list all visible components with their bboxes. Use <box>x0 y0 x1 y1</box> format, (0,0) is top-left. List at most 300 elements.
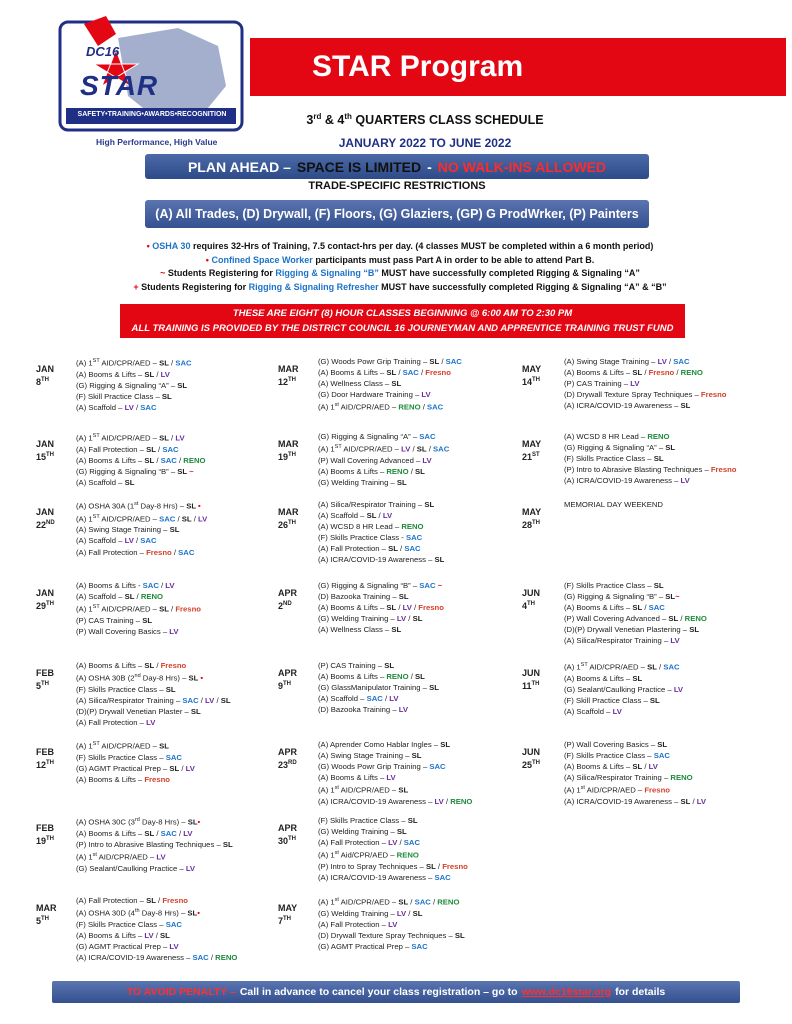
class-item <box>76 919 237 930</box>
class-text: (A) Booms & Lifts – <box>564 368 633 378</box>
note-text: requires 32-Hrs of Training, 7.5 contact-hrs per day. (4 classes MUST be completed within a 6 month period) <box>190 241 654 251</box>
location-sl: SL <box>144 828 155 838</box>
class-list <box>564 431 737 486</box>
class-text: / <box>674 368 681 378</box>
location-fresno: Fresno <box>648 368 675 378</box>
location-sac: SAC <box>175 358 192 368</box>
location-sl: SL <box>632 368 643 378</box>
class-text: / <box>176 828 184 838</box>
class-text: (P) Wall Covering Basics – <box>564 740 658 749</box>
class-text: (A) Booms & Lifts – <box>564 673 633 683</box>
class-item <box>76 763 195 774</box>
schedule-day-suffix: TH <box>532 520 541 526</box>
location-lv: LV <box>422 455 432 465</box>
location-lv: LV <box>612 706 622 716</box>
class-item <box>318 704 439 715</box>
location-sl: SL <box>429 357 440 366</box>
class-text: (A) Fall Protection – <box>76 444 147 454</box>
class-text: (A) Scaffold – <box>318 694 367 704</box>
location-sl: SL <box>169 763 180 773</box>
location-fresno: Fresno <box>700 390 727 400</box>
location-sl: SL <box>415 466 425 476</box>
class-text: AID/CPR/AED – <box>587 662 648 672</box>
location-lv: LV <box>696 797 707 807</box>
location-sl: SL <box>366 511 377 521</box>
class-item <box>318 367 462 378</box>
class-text: (A) ICRA/COVID-19 Awareness – <box>564 401 681 411</box>
class-text: AID/CPR/AED – <box>338 402 399 412</box>
location-lv: LV <box>396 908 407 918</box>
location-sl: SL <box>144 369 155 379</box>
ordinal-suffix: st <box>334 785 339 792</box>
class-text: (A) OSHA 30C (3 <box>76 817 135 827</box>
class-text: (A) Booms & Lifts – <box>76 369 145 379</box>
class-text: (G) Welding Training – <box>318 908 397 918</box>
location-sl: SL <box>396 827 407 837</box>
class-item <box>76 717 231 728</box>
location-reno: RENO <box>684 614 707 624</box>
class-text: AID/CPR/AED – <box>338 897 399 907</box>
class-text: (P) Wall Covering Advanced – <box>564 614 669 624</box>
schedule-day-number: 19TH <box>36 836 55 846</box>
class-item <box>318 919 465 930</box>
class-text: (A) Booms & Lifts – <box>318 603 387 613</box>
location-lv: LV <box>160 369 170 379</box>
schedule-day-suffix: TH <box>46 601 55 607</box>
class-item <box>318 466 449 477</box>
location-lv: LV <box>144 930 154 940</box>
location-reno: RENO <box>450 797 473 807</box>
location-reno: RENO <box>398 402 421 412</box>
location-sl: SL <box>407 816 418 825</box>
location-lv: LV <box>124 402 134 412</box>
location-reno: RENO <box>386 672 409 682</box>
location-reno: RENO <box>215 953 238 963</box>
location-lv: LV <box>388 838 398 848</box>
class-text: (A) ICRA/COVID-19 Awareness – <box>564 797 681 807</box>
ordinal-suffix: ST <box>92 741 100 747</box>
class-text: (A) Booms & Lifts – <box>76 930 145 940</box>
ordinal-suffix: st <box>580 785 585 792</box>
location-sac: SAC <box>160 455 177 465</box>
class-text: (A) Swing Stage Training – <box>318 751 412 761</box>
location-sac: SAC <box>162 444 179 454</box>
class-item <box>564 739 706 750</box>
schedule-month: FEB <box>36 668 54 678</box>
note-prefix: Students Registering for <box>138 281 249 292</box>
class-item <box>76 580 201 591</box>
class-text: / <box>420 402 427 412</box>
location-fresno: Fresno <box>160 661 187 670</box>
schedule-date <box>36 439 54 463</box>
schedule-day-suffix: TH <box>46 836 55 842</box>
location-sl: SL <box>181 514 192 524</box>
class-text: (A) Fall Protection – <box>318 838 389 848</box>
schedule-month: FEB <box>36 823 54 833</box>
location-sl: SL <box>177 466 187 476</box>
ordinal-suffix: ST <box>334 444 342 451</box>
schedule-day-suffix: TH <box>46 452 55 458</box>
class-text: (A) OSHA 30D (4 <box>76 908 135 918</box>
class-text: (P) CAS Training – <box>318 661 385 670</box>
class-text: (D) Bazooka Training – <box>318 705 399 715</box>
location-sac: SAC <box>140 536 157 546</box>
location-reno: RENO <box>401 522 424 532</box>
footer-warning: TO AVOID PENALTY – <box>126 986 236 998</box>
schedule-month: MAR <box>278 439 299 449</box>
class-item <box>564 706 683 717</box>
location-sac: SAC <box>411 941 428 951</box>
location-sl: SL <box>398 897 409 907</box>
schedule-date <box>522 439 541 463</box>
location-sac: SAC <box>404 544 421 554</box>
schedule-day-number: 26TH <box>278 520 297 530</box>
location-sac: SAC <box>434 873 451 883</box>
location-sac: SAC <box>192 953 209 963</box>
class-text: (A) ICRA/COVID-19 Awareness – <box>76 953 193 963</box>
class-text: / <box>642 368 649 378</box>
location-sl: SL <box>647 662 657 672</box>
class-text: (A) ICRA/COVID-19 Awareness – <box>318 797 435 807</box>
class-item <box>318 941 465 952</box>
location-fresno: Fresno <box>144 774 170 784</box>
location-lv: LV <box>198 514 208 524</box>
class-text: / <box>642 762 649 772</box>
schedule-month: JUN <box>522 668 541 678</box>
location-sac: SAC <box>426 402 444 412</box>
class-item <box>318 796 472 807</box>
class-item <box>76 524 207 535</box>
class-text: / <box>418 368 426 378</box>
ordinal-suffix: ST <box>92 358 100 364</box>
class-text: (D) Drywall Texture Spray Techniques – <box>564 390 701 400</box>
class-text: / <box>443 797 451 807</box>
note-text: participants must pass Part A in order to be able to attend Part B. <box>312 254 595 265</box>
location-lv: LV <box>169 626 179 636</box>
location-lv: LV <box>175 433 185 443</box>
location-sac: SAC <box>673 357 690 366</box>
location-sl: SL <box>146 444 156 454</box>
class-text: / <box>690 797 697 807</box>
location-lv: LV <box>146 718 156 728</box>
class-text: (A) 1 <box>318 402 335 412</box>
location-fresno: Fresno <box>146 547 172 557</box>
location-sac: SAC <box>142 581 159 590</box>
location-lv: LV <box>156 852 166 862</box>
location-red: • <box>197 817 201 827</box>
class-item <box>318 671 439 682</box>
class-item <box>76 952 237 963</box>
class-text: AID/CPR/AED – <box>99 514 160 524</box>
class-text: (A) 1 <box>76 433 93 443</box>
location-sl: SL <box>411 751 422 761</box>
schedule-day-suffix: RD <box>288 760 297 766</box>
note-highlight: OSHA 30 <box>152 241 191 251</box>
location-sl: SL <box>454 930 465 940</box>
class-text: / <box>208 953 216 963</box>
class-text: (A) Aprender Como Hablar Ingles – <box>318 740 441 749</box>
class-text: / <box>154 455 161 465</box>
class-text: (A) Swing Stage Training – <box>76 525 170 535</box>
class-text: (F) Skills Practice Class – <box>76 684 166 694</box>
class-item <box>76 466 205 477</box>
class-item <box>318 389 462 400</box>
class-item <box>318 510 444 521</box>
class-item <box>76 941 237 952</box>
schedule-month: MAR <box>278 507 299 517</box>
class-text: / <box>133 402 141 412</box>
note-prefix: Students Registering for <box>165 268 276 278</box>
location-sl: SL <box>144 455 155 465</box>
class-item <box>318 761 472 772</box>
location-reno: RENO <box>183 455 206 465</box>
class-text: (A) ICRA/COVID-19 Awareness – <box>318 873 435 883</box>
location-lv: LV <box>388 919 398 929</box>
class-list <box>76 895 237 963</box>
class-text: (G) Welding Training – <box>318 477 397 487</box>
location-sl: SL <box>186 501 196 511</box>
schedule-month: JAN <box>36 364 55 374</box>
location-lv: LV <box>670 636 680 646</box>
ordinal-suffix: st <box>334 402 339 409</box>
class-text: AID/CPR/AED – <box>338 785 399 795</box>
class-text: (A) ICRA/COVID-19 Awareness – <box>564 476 681 486</box>
class-item <box>564 591 707 602</box>
location-reno: RENO <box>140 592 164 602</box>
red-notice-line2: ALL TRAINING IS PROVIDED BY THE DISTRICT COUNCIL 16 JOURNEYMAN AND APPRENTICE TRAINING TRUST FUND <box>131 323 674 334</box>
class-list <box>76 356 192 413</box>
class-text: (G) AGMT Practical Prep – <box>318 941 412 951</box>
location-red: • <box>195 501 201 511</box>
class-text: (F) Skills Practice Class – <box>318 816 408 825</box>
schedule-day-number: 9TH <box>278 681 292 691</box>
schedule-day-suffix: TH <box>288 452 297 458</box>
location-fresno: Fresno <box>418 603 444 613</box>
class-list <box>76 739 195 785</box>
class-item <box>76 391 192 402</box>
location-sl: SL <box>632 673 643 683</box>
class-item <box>564 378 727 389</box>
class-text: (A) WCSD 8 HR Lead – <box>564 432 648 441</box>
location-sl: SL <box>159 433 169 443</box>
class-text: (A) 1 <box>76 514 93 524</box>
class-text: / <box>168 358 176 368</box>
class-text: (P) Intro to Abrasive Blasting Techniques – <box>76 839 223 849</box>
class-text: AID/CPR/AED – <box>96 852 157 862</box>
schedule-day-number: 14TH <box>522 377 541 387</box>
class-text: / <box>678 614 685 624</box>
class-text: (A) 1 <box>76 741 93 751</box>
location-sac: SAC <box>160 828 177 838</box>
class-item <box>76 512 207 525</box>
class-item <box>76 895 237 906</box>
plan-ahead-bar <box>145 154 649 179</box>
schedule-month: JUN <box>522 588 541 598</box>
location-sl: SL <box>416 444 427 454</box>
schedule-day-suffix: ND <box>283 601 292 607</box>
class-item <box>564 464 737 475</box>
location-lv: LV <box>389 694 399 704</box>
schedule-date <box>278 903 297 927</box>
class-text: (A) OSHA 30B (2 <box>76 673 135 683</box>
schedule-day-number: 7TH <box>278 916 292 926</box>
ordinal-suffix: st <box>334 850 339 857</box>
schedule-day-suffix: TH <box>527 601 536 607</box>
class-item <box>76 774 195 785</box>
website-link[interactable]: www.dc16star.org <box>521 986 612 998</box>
class-item <box>76 671 231 684</box>
schedule-date <box>278 439 299 463</box>
note-symbol: • <box>205 254 209 265</box>
trade-heading: TRADE-SPECIFIC RESTRICTIONS <box>308 180 486 192</box>
location-lv: LV <box>630 379 640 389</box>
class-item <box>564 442 737 453</box>
class-text: / <box>426 444 434 454</box>
location-sl: SL <box>187 817 198 827</box>
class-text: (A) Booms & Lifts – <box>564 603 633 613</box>
class-item <box>564 796 706 807</box>
class-text: / <box>171 547 179 557</box>
location-sl: SL <box>396 477 407 487</box>
class-item <box>76 706 231 717</box>
class-text: (P) CAS Training – <box>76 615 143 625</box>
schedule-day-suffix: TH <box>46 760 55 766</box>
note-highlight: Rigging & Signaling “B” <box>275 268 379 278</box>
class-item <box>76 369 192 380</box>
class-item <box>76 839 233 850</box>
class-list <box>318 499 444 566</box>
class-item <box>76 455 205 466</box>
schedule-month: JAN <box>36 507 55 517</box>
class-text: Aid/CPR/AED – <box>338 850 397 860</box>
class-item <box>76 850 233 863</box>
schedule-day-number: 4TH <box>522 601 536 611</box>
class-text: (G) Rigging & Signaling “A” – <box>318 432 420 441</box>
class-item <box>564 356 727 367</box>
class-text: / <box>430 897 438 907</box>
schedule-day-number: 5TH <box>36 916 50 926</box>
ordinal-suffix: ST <box>92 433 100 439</box>
schedule-date <box>278 823 297 847</box>
location-red: • <box>197 908 200 918</box>
location-sl: SL <box>124 592 135 602</box>
schedule-date <box>278 364 299 388</box>
class-text: / <box>382 694 390 704</box>
schedule-day-number: 11TH <box>522 681 540 691</box>
schedule-day-suffix: TH <box>532 760 541 766</box>
class-text: / <box>656 662 664 672</box>
location-lv: LV <box>421 390 431 400</box>
location-sl: SL <box>440 740 451 749</box>
class-text: (D) Bazooka Training – <box>318 592 399 602</box>
schedule-month: APR <box>278 823 298 833</box>
class-item <box>564 613 707 624</box>
schedule-day-number: 23RD <box>278 760 297 770</box>
class-text: (P) Intro to Abrasive Blasting Techniques – <box>564 465 711 475</box>
location-sac: SAC <box>429 762 446 772</box>
class-list <box>76 660 231 728</box>
class-text: (D)(P) Drywall Venetian Plastering – <box>564 625 690 635</box>
class-text: (A) Silica/Respirator Training – <box>564 636 671 646</box>
class-text: (A) Scaffold – <box>76 536 125 546</box>
plan-ahead-label: PLAN AHEAD – <box>187 158 291 175</box>
class-text: (P) Intro to Spray Techniques – <box>318 861 426 871</box>
location-lv: LV <box>673 684 684 694</box>
class-text: (A) 1 <box>318 850 335 860</box>
class-item <box>76 695 231 706</box>
class-list <box>76 431 205 488</box>
note-line <box>130 240 670 254</box>
location-sl: SL <box>384 661 395 670</box>
location-reno: RENO <box>647 432 670 441</box>
class-text: Day-8 Hrs) – <box>140 673 189 683</box>
logo-star-text: STAR <box>80 70 159 101</box>
class-item <box>76 906 237 919</box>
location-sl: SL <box>146 896 156 905</box>
class-text: (A) Silica/Respirator Training – <box>564 773 671 783</box>
class-text: / <box>154 661 161 670</box>
class-item <box>564 389 727 400</box>
class-item <box>318 613 444 624</box>
location-sl: SL <box>415 672 425 682</box>
class-item <box>318 682 439 693</box>
location-sl: SL <box>190 706 201 716</box>
class-text: / <box>396 368 403 378</box>
class-list <box>318 431 449 488</box>
class-item <box>564 499 663 510</box>
class-text: / <box>411 603 419 613</box>
schedule-day-suffix: TH <box>288 520 297 526</box>
star-logo <box>58 16 244 134</box>
schedule-day-number: 12TH <box>278 377 297 387</box>
schedule-day-number: 25TH <box>522 760 541 770</box>
class-text: (A) 1 <box>318 444 335 454</box>
schedule-month: MAY <box>522 439 542 449</box>
location-lv: LV <box>183 828 193 838</box>
class-text: / <box>408 466 415 476</box>
schedule-day-suffix: TH <box>41 916 50 922</box>
schedule-date <box>278 507 299 531</box>
class-item <box>318 356 462 367</box>
class-item <box>564 761 706 772</box>
class-item <box>318 477 449 488</box>
class-item <box>76 431 205 444</box>
class-text: (G) Welding Training – <box>318 614 397 624</box>
schedule-month: MAY <box>278 903 298 913</box>
location-sl: SL <box>391 625 402 635</box>
class-text: (A) Fall Protection – <box>76 547 147 557</box>
location-sl: SL <box>142 615 153 625</box>
location-red: ~ <box>675 592 680 602</box>
class-text: (G) Sealant/Caulking Practice – <box>76 863 186 873</box>
class-text: / <box>408 672 415 682</box>
location-sl: SL <box>668 614 679 624</box>
location-sl: SL <box>680 401 691 411</box>
location-lv: LV <box>185 763 195 773</box>
ordinal-suffix: th <box>134 908 140 915</box>
class-item <box>318 815 468 826</box>
class-item <box>318 554 444 565</box>
class-text: (A) Swing Stage Training – <box>564 357 658 366</box>
schedule-month: APR <box>278 668 298 678</box>
location-sl: SL <box>398 592 409 602</box>
class-item <box>318 783 472 796</box>
class-text: (A) Silica/Respirator Training – <box>318 500 425 509</box>
schedule-day-number: 22ND <box>36 520 55 530</box>
class-item <box>76 602 201 615</box>
class-item <box>76 380 192 391</box>
location-sac: SAC <box>648 603 665 613</box>
